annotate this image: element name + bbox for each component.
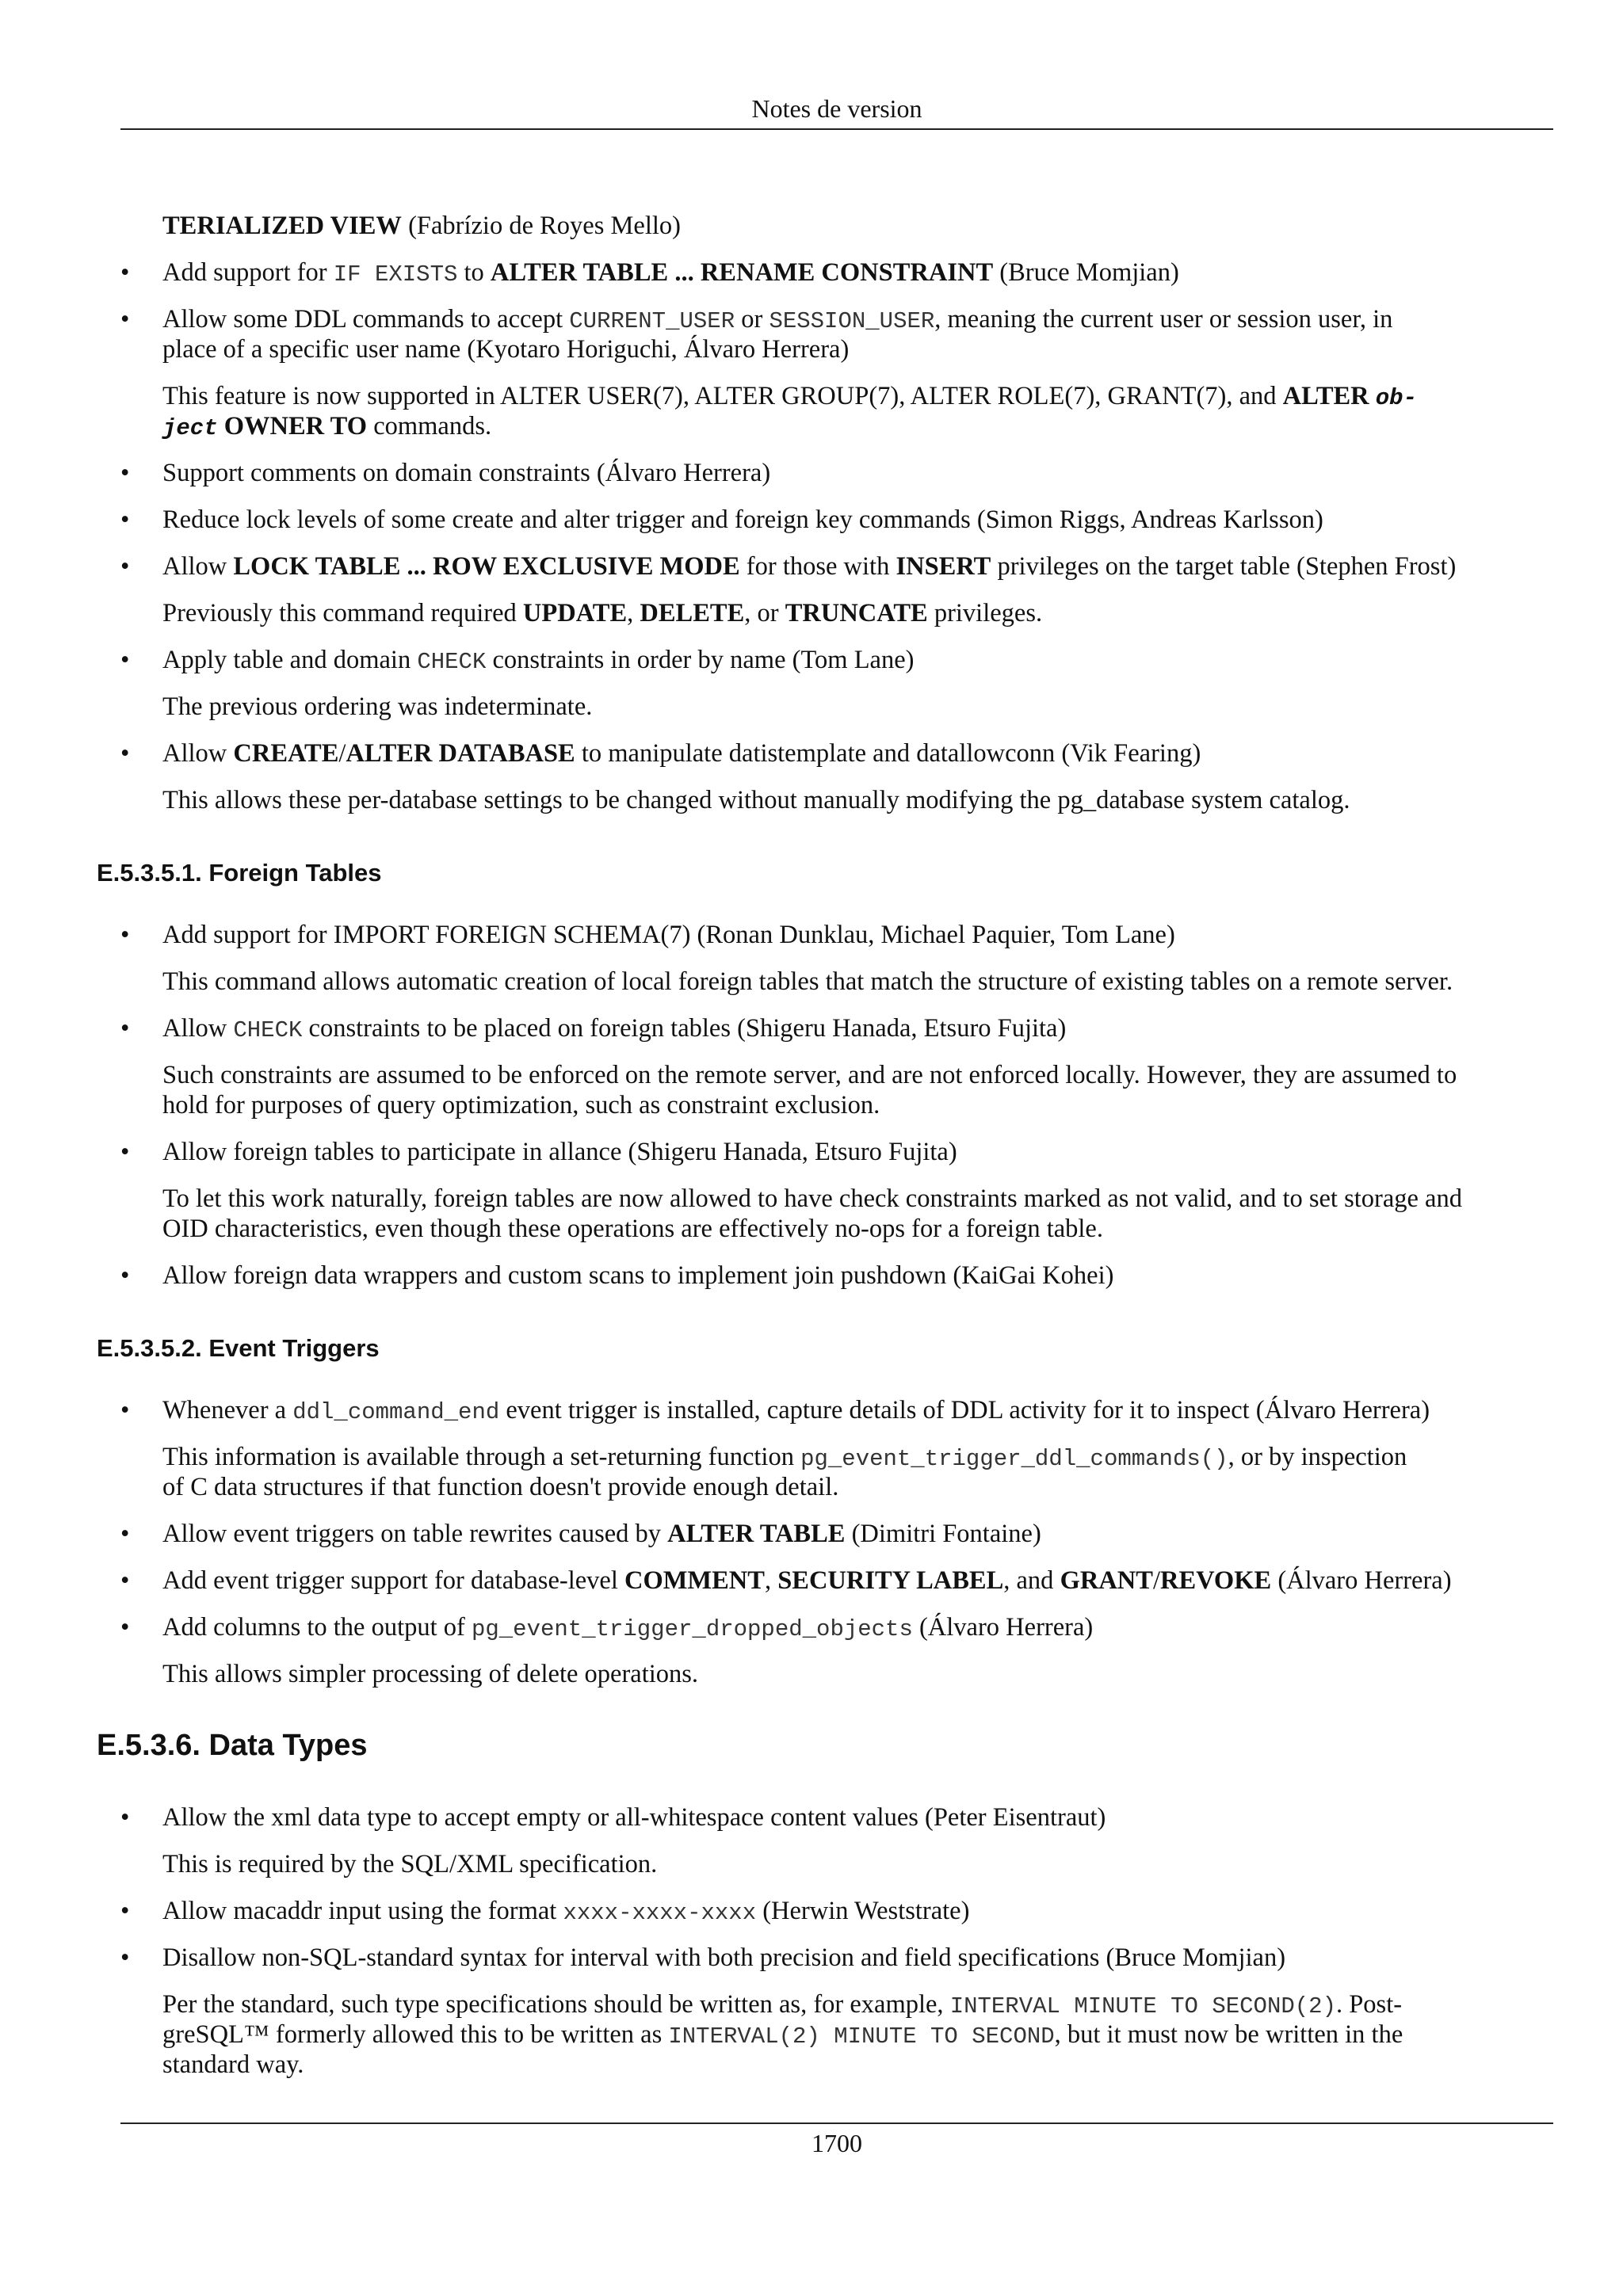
paragraph-line: OID characteristics, even though these operations are effectively no-ops for a foreign table. xyxy=(162,1215,1103,1243)
paragraph-line xyxy=(162,411,1553,444)
code-text: pg_event_trigger_ddl_commands() xyxy=(800,1446,1228,1472)
bold-text: OWNER TO xyxy=(217,412,368,441)
bold-text: GRANT xyxy=(1060,1566,1153,1595)
text: , meaning the current user or session user, in xyxy=(934,305,1393,334)
code-text: ddl_command_end xyxy=(292,1399,500,1425)
text: , and xyxy=(1003,1566,1060,1595)
text: Per the standard, such type specifications should be written as, for example, xyxy=(162,1990,950,2019)
code-text: ob- xyxy=(1375,385,1417,411)
page-number: 1700 xyxy=(812,2129,862,2157)
text: Previously this command required xyxy=(162,599,523,627)
paragraph: This is required by the SQL/XML specification. xyxy=(162,1850,658,1878)
paragraph: This allows these per-database settings to be changed without manually modifying the pg_database system catalog. xyxy=(162,786,1350,814)
text: privileges. xyxy=(927,599,1043,627)
text: , or by inspection xyxy=(1228,1443,1407,1471)
text: Allow event triggers on table rewrites caused by xyxy=(162,1520,668,1548)
bullet: • xyxy=(120,1803,130,1832)
list-item xyxy=(162,645,1553,677)
bullet: • xyxy=(120,1897,130,1925)
bullet: • xyxy=(120,1613,130,1642)
list-item: Allow the xml data type to accept empty or all-whitespace content values (Peter Eisentraut) xyxy=(162,1803,1106,1832)
text: / xyxy=(1152,1566,1160,1595)
text: greSQL™ formerly allowed this to be written as xyxy=(162,2020,669,2049)
list-item: Add support for IMPORT FOREIGN SCHEMA(7) (Ronan Dunklau, Michael Paquier, Tom Lane) xyxy=(162,921,1175,949)
text: constraints to be placed on foreign tables (Shigeru Hanada, Etsuro Fujita) xyxy=(302,1014,1067,1043)
bullet: • xyxy=(120,1396,130,1425)
paragraph xyxy=(162,381,1553,414)
text: event trigger is installed, capture details of DDL activity for it to inspect (Álvaro Herrera) xyxy=(499,1396,1430,1425)
bullet: • xyxy=(120,505,130,534)
list-item: Reduce lock levels of some create and alter trigger and foreign key commands (Simon Riggs, Andreas Karlsson) xyxy=(162,505,1323,534)
text: (Fabrízio de Royes Mello) xyxy=(401,212,681,240)
bullet: • xyxy=(120,1261,130,1290)
paragraph: This command allows automatic creation of local foreign tables that match the structure of existing tables on a remote server. xyxy=(162,967,1453,996)
text: Add support for xyxy=(162,258,334,287)
section-heading: E.5.3.5.1. Foreign Tables xyxy=(97,859,382,887)
code-text: SESSION_USER xyxy=(769,308,935,334)
paragraph: The previous ordering was indeterminate. xyxy=(162,692,593,721)
header-rule xyxy=(120,128,1553,130)
code-text: CHECK xyxy=(233,1017,303,1043)
list-item xyxy=(162,1013,1553,1046)
paragraph: Such constraints are assumed to be enforced on the remote server, and are not enforced locally. However, they are assumed to xyxy=(162,1061,1457,1089)
text: , xyxy=(764,1566,778,1595)
code-text: CURRENT_USER xyxy=(569,308,735,334)
list-item xyxy=(162,1519,1553,1549)
list-item xyxy=(162,1566,1553,1596)
list-item xyxy=(162,1896,1553,1928)
text: Add event trigger support for database-level xyxy=(162,1566,624,1595)
code-text: xxxx-xxxx-xxxx xyxy=(563,1900,757,1926)
bold-text: TERIALIZED VIEW xyxy=(162,212,402,240)
bullet: • xyxy=(120,459,130,487)
text: for those with xyxy=(739,552,896,581)
text: Allow xyxy=(162,1014,234,1043)
bold-text: ALTER TABLE xyxy=(667,1520,846,1548)
text: Whenever a xyxy=(162,1396,293,1425)
text: Apply table and domain xyxy=(162,646,418,674)
text: This information is available through a set-returning function xyxy=(162,1443,801,1471)
bold-text: DELETE xyxy=(640,599,745,627)
paragraph: This allows simpler processing of delete operations. xyxy=(162,1660,699,1688)
bullet: • xyxy=(120,646,130,674)
bullet: • xyxy=(120,1014,130,1043)
footer-rule xyxy=(120,2122,1553,2124)
text: . Post- xyxy=(1335,1990,1403,2019)
section-heading: E.5.3.5.2. Event Triggers xyxy=(97,1334,380,1362)
bullet: • xyxy=(120,1943,130,1972)
paragraph xyxy=(162,598,1553,628)
bullet: • xyxy=(120,1138,130,1166)
text: Allow some DDL commands to accept xyxy=(162,305,570,334)
list-item xyxy=(162,1395,1553,1428)
list-item: Allow foreign data wrappers and custom scans to implement join pushdown (KaiGai Kohei) xyxy=(162,1261,1114,1290)
text: (Álvaro Herrera) xyxy=(1271,1566,1452,1595)
code-text: INTERVAL(2) MINUTE TO SECOND xyxy=(668,2023,1055,2050)
text: , xyxy=(627,599,640,627)
paragraph xyxy=(162,1989,1553,2022)
list-item: Allow foreign tables to participate in allance (Shigeru Hanada, Etsuro Fujita) xyxy=(162,1138,957,1166)
bullet: • xyxy=(120,739,130,768)
text: Allow macaddr input using the format xyxy=(162,1897,563,1925)
running-header: Notes de version xyxy=(751,94,922,123)
text: or xyxy=(735,305,769,334)
list-item-line: place of a specific user name (Kyotaro Horiguchi, Álvaro Herrera) xyxy=(162,335,850,364)
bullet: • xyxy=(120,305,130,334)
code-text: CHECK xyxy=(417,649,487,675)
list-item: Disallow non-SQL-standard syntax for interval with both precision and field specifications (Bruce Momjian) xyxy=(162,1943,1286,1972)
bullet: • xyxy=(120,258,130,287)
bold-text: INSERT xyxy=(896,552,991,581)
text: , but it must now be written in the xyxy=(1054,2020,1403,2049)
section-heading: E.5.3.6. Data Types xyxy=(97,1729,368,1762)
paragraph-line: hold for purposes of query optimization, such as constraint exclusion. xyxy=(162,1091,880,1119)
bold-text: REVOKE xyxy=(1159,1566,1272,1595)
bullet: • xyxy=(120,552,130,581)
list-item: Support comments on domain constraints (Álvaro Herrera) xyxy=(162,459,771,487)
code-text: ject xyxy=(162,415,218,441)
list-item xyxy=(162,304,1553,337)
text: to xyxy=(457,258,491,287)
paragraph-continuation xyxy=(162,211,1553,241)
bold-text: ALTER DATABASE xyxy=(346,739,575,768)
text: constraints in order by name (Tom Lane) xyxy=(486,646,915,674)
bold-text: CREATE xyxy=(233,739,339,768)
code-text: INTERVAL MINUTE TO SECOND(2) xyxy=(949,1993,1336,2019)
bold-text: ALTER TABLE ... RENAME CONSTRAINT xyxy=(490,258,994,287)
text: / xyxy=(338,739,346,768)
list-item xyxy=(162,257,1553,290)
paragraph: To let this work naturally, foreign tables are now allowed to have check constraints marked as not valid, and to set storage and xyxy=(162,1184,1462,1213)
bold-text: TRUNCATE xyxy=(785,599,928,627)
bold-text: SECURITY LABEL xyxy=(777,1566,1004,1595)
bold-text: LOCK TABLE ... ROW EXCLUSIVE MODE xyxy=(233,552,740,581)
code-text: pg_event_trigger_dropped_objects xyxy=(471,1616,913,1642)
bullet: • xyxy=(120,921,130,949)
bullet: • xyxy=(120,1520,130,1548)
paragraph-line: of C data structures if that function doesn't provide enough detail. xyxy=(162,1473,839,1501)
text: to manipulate datistemplate and datallowconn (Vik Fearing) xyxy=(575,739,1201,768)
text: (Dimitri Fontaine) xyxy=(845,1520,1041,1548)
code-text: IF EXISTS xyxy=(333,261,458,288)
text: Add columns to the output of xyxy=(162,1613,472,1642)
text: Allow xyxy=(162,552,234,581)
paragraph-line: standard way. xyxy=(162,2050,304,2079)
text: (Herwin Weststrate) xyxy=(756,1897,970,1925)
list-item xyxy=(162,738,1553,769)
text: This feature is now supported in ALTER USER(7), ALTER GROUP(7), ALTER ROLE(7), GRANT(7), and xyxy=(162,382,1283,410)
bullet: • xyxy=(120,1566,130,1595)
text: commands. xyxy=(367,412,492,441)
bold-text: COMMENT xyxy=(624,1566,765,1595)
list-item xyxy=(162,551,1553,582)
text: , or xyxy=(744,599,785,627)
text: (Álvaro Herrera) xyxy=(912,1613,1094,1642)
bold-text: ALTER xyxy=(1282,382,1376,410)
bold-text: UPDATE xyxy=(522,599,628,627)
paragraph xyxy=(162,1442,1553,1474)
text: (Bruce Momjian) xyxy=(993,258,1179,287)
text: privileges on the target table (Stephen Frost) xyxy=(991,552,1457,581)
list-item xyxy=(162,1612,1553,1645)
paragraph-line xyxy=(162,2019,1553,2052)
text: Allow xyxy=(162,739,234,768)
